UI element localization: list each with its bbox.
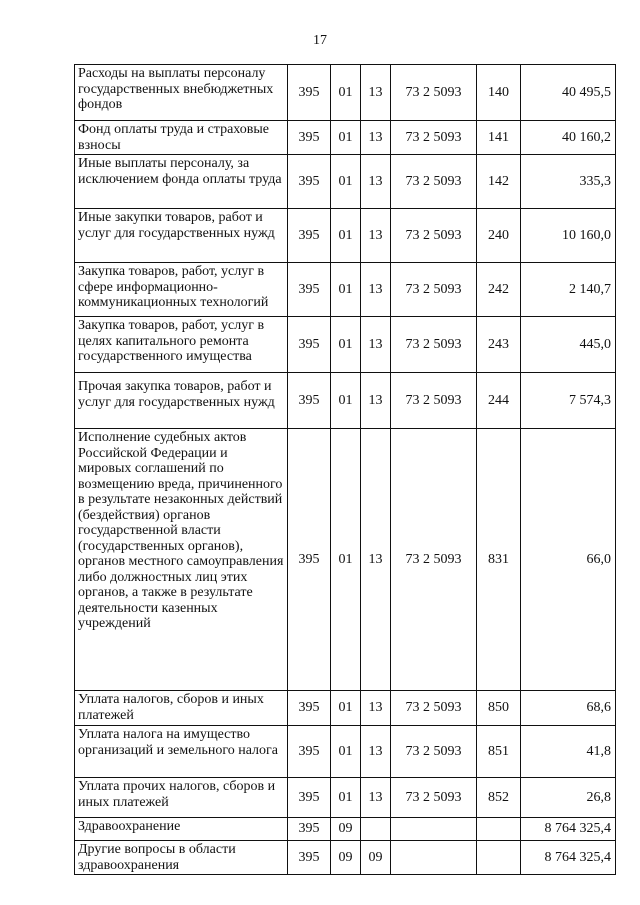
amount: 26,8: [521, 778, 616, 818]
section-code: 01: [331, 65, 361, 121]
ved-code: 395: [288, 373, 331, 429]
section-code: 09: [331, 841, 361, 875]
section-code: 01: [331, 429, 361, 691]
ved-code: 395: [288, 263, 331, 317]
expense-type-code: [477, 818, 521, 841]
table-row: [75, 263, 616, 317]
row-name: Расходы на выплаты персоналу государственных внебюджетных фондов: [75, 65, 288, 121]
ved-code: 395: [288, 65, 331, 121]
ved-code: 395: [288, 691, 331, 726]
ved-code: 395: [288, 778, 331, 818]
target-article-code: 73 2 5093: [391, 65, 477, 121]
target-article-code: 73 2 5093: [391, 778, 477, 818]
subsection-code: 13: [361, 726, 391, 778]
amount: 445,0: [521, 317, 616, 373]
expense-type-code: 140: [477, 65, 521, 121]
expense-type-code: 831: [477, 429, 521, 691]
table-row: [75, 65, 616, 121]
amount: 335,3: [521, 155, 616, 209]
ved-code: 395: [288, 841, 331, 875]
ved-code: 395: [288, 726, 331, 778]
ved-code: 395: [288, 121, 331, 155]
page-number: 17: [313, 33, 327, 48]
row-name: Здравоохранение: [75, 818, 288, 841]
row-name: Уплата налога на имущество организаций и земельного налога: [75, 726, 288, 778]
subsection-code: [361, 818, 391, 841]
target-article-code: 73 2 5093: [391, 155, 477, 209]
table-row: [75, 121, 616, 155]
table-row: [75, 726, 616, 778]
subsection-code: 09: [361, 841, 391, 875]
target-article-code: 73 2 5093: [391, 209, 477, 263]
target-article-code: 73 2 5093: [391, 373, 477, 429]
expense-type-code: [477, 841, 521, 875]
table-row: [75, 373, 616, 429]
ved-code: 395: [288, 429, 331, 691]
table-row: [75, 691, 616, 726]
subsection-code: 13: [361, 778, 391, 818]
target-article-code: 73 2 5093: [391, 121, 477, 155]
subsection-code: 13: [361, 263, 391, 317]
section-code: 01: [331, 317, 361, 373]
expense-type-code: 851: [477, 726, 521, 778]
amount: 7 574,3: [521, 373, 616, 429]
subsection-code: 13: [361, 429, 391, 691]
subsection-code: 13: [361, 691, 391, 726]
expense-type-code: 852: [477, 778, 521, 818]
table-row: [75, 841, 616, 875]
section-code: 01: [331, 691, 361, 726]
target-article-code: 73 2 5093: [391, 691, 477, 726]
section-code: 09: [331, 818, 361, 841]
ved-code: 395: [288, 209, 331, 263]
subsection-code: 13: [361, 317, 391, 373]
section-code: 01: [331, 155, 361, 209]
row-name: Другие вопросы в области здравоохранения: [75, 841, 288, 875]
expense-type-code: 244: [477, 373, 521, 429]
subsection-code: 13: [361, 209, 391, 263]
section-code: 01: [331, 373, 361, 429]
amount: 40 160,2: [521, 121, 616, 155]
table-row: [75, 155, 616, 209]
row-name: Уплата налогов, сборов и иных платежей: [75, 691, 288, 726]
amount: 41,8: [521, 726, 616, 778]
expense-type-code: 242: [477, 263, 521, 317]
target-article-code: 73 2 5093: [391, 317, 477, 373]
ved-code: 395: [288, 317, 331, 373]
budget-table: [74, 64, 616, 875]
table-row: [75, 317, 616, 373]
target-article-code: [391, 841, 477, 875]
amount: 66,0: [521, 429, 616, 691]
row-name: Иные закупки товаров, работ и услуг для государственных нужд: [75, 209, 288, 263]
section-code: 01: [331, 121, 361, 155]
expense-type-code: 243: [477, 317, 521, 373]
subsection-code: 13: [361, 121, 391, 155]
row-name: Иные выплаты персоналу, за исключением фонда оплаты труда: [75, 155, 288, 209]
table-row: [75, 778, 616, 818]
row-name: Закупка товаров, работ, услуг в сфере информационно-коммуникационных технологий: [75, 263, 288, 317]
target-article-code: [391, 818, 477, 841]
target-article-code: 73 2 5093: [391, 726, 477, 778]
row-name: Уплата прочих налогов, сборов и иных платежей: [75, 778, 288, 818]
table-row: [75, 818, 616, 841]
section-code: 01: [331, 263, 361, 317]
subsection-code: 13: [361, 373, 391, 429]
section-code: 01: [331, 778, 361, 818]
section-code: 01: [331, 726, 361, 778]
expense-type-code: 240: [477, 209, 521, 263]
amount: 10 160,0: [521, 209, 616, 263]
amount: 2 140,7: [521, 263, 616, 317]
amount: 68,6: [521, 691, 616, 726]
expense-type-code: 142: [477, 155, 521, 209]
amount: 8 764 325,4: [521, 841, 616, 875]
table-row: [75, 429, 616, 691]
amount: 40 495,5: [521, 65, 616, 121]
target-article-code: 73 2 5093: [391, 429, 477, 691]
expense-type-code: 141: [477, 121, 521, 155]
row-name: Прочая закупка товаров, работ и услуг для государственных нужд: [75, 373, 288, 429]
ved-code: 395: [288, 818, 331, 841]
row-name: Закупка товаров, работ, услуг в целях капитального ремонта государственного имущества: [75, 317, 288, 373]
row-name: Фонд оплаты труда и страховые взносы: [75, 121, 288, 155]
row-name: Исполнение судебных актов Российской Федерации и мировых соглашений по возмещению вреда, причиненного в результате незаконных действий (бездействия) органов государственной власти (государственных органов), органов местного самоуправления либо должностных лиц этих органов, а также в результате деятельности казенных учреждений: [75, 429, 288, 691]
subsection-code: 13: [361, 155, 391, 209]
amount: 8 764 325,4: [521, 818, 616, 841]
section-code: 01: [331, 209, 361, 263]
ved-code: 395: [288, 155, 331, 209]
target-article-code: 73 2 5093: [391, 263, 477, 317]
expense-type-code: 850: [477, 691, 521, 726]
subsection-code: 13: [361, 65, 391, 121]
table-row: [75, 209, 616, 263]
